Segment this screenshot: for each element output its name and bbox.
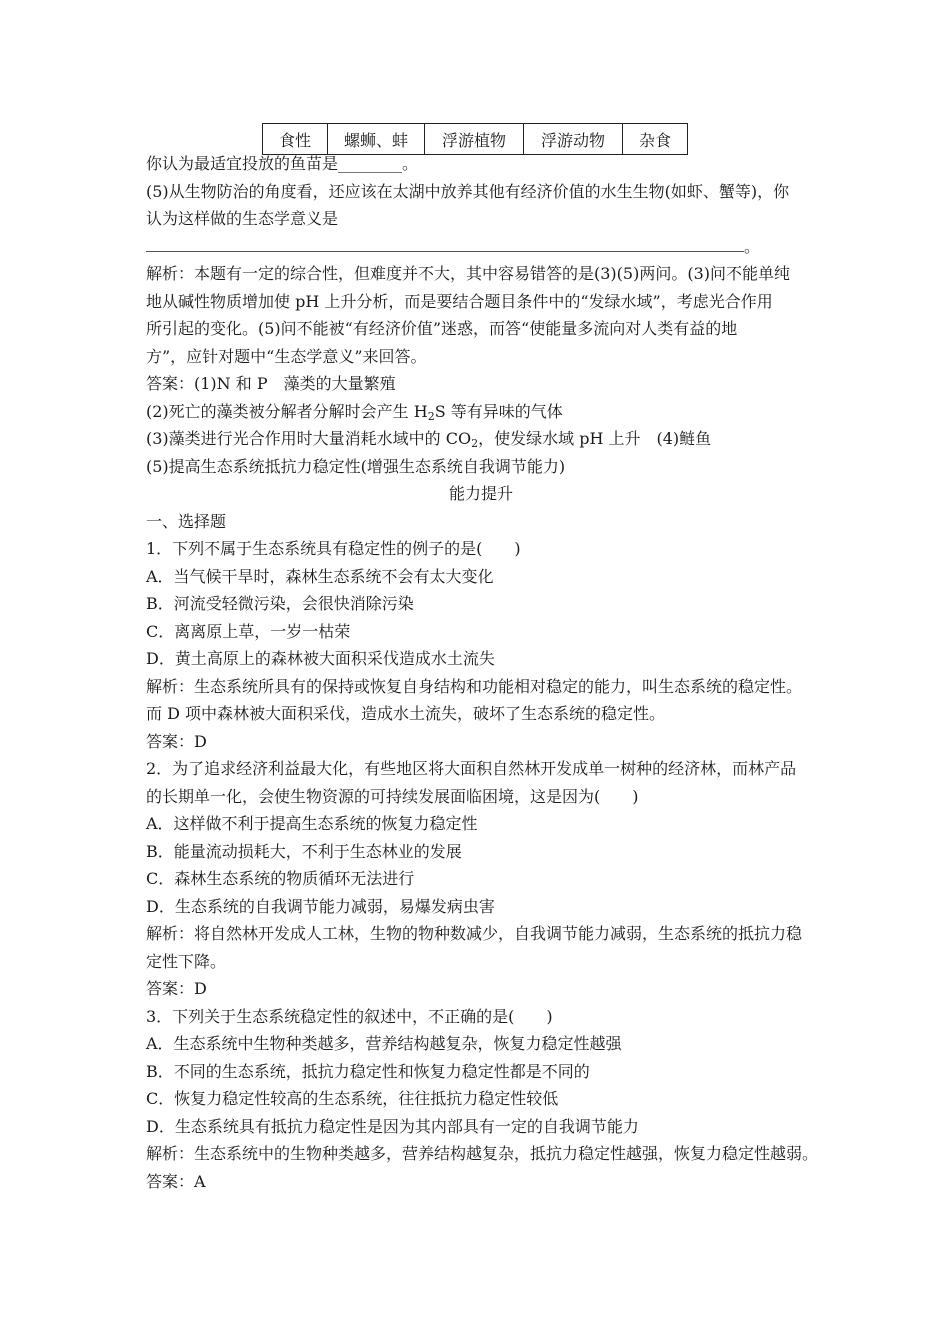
answer-line: 答案：D bbox=[146, 979, 207, 998]
option-a: A．这样做不利于提高生态系统的恢复力稳定性 bbox=[146, 814, 478, 833]
analysis-line: 解析：本题有一定的综合性，但难度并不大，其中容易错答的是(3)(5)两问。(3)问不能单纯 bbox=[146, 264, 790, 283]
question-2 bbox=[146, 755, 816, 1003]
option-d: D．生态系统具有抵抗力稳定性是因为其内部具有一定的自我调节能力 bbox=[146, 1116, 639, 1136]
question-3 bbox=[146, 1003, 819, 1196]
answer-2-subscript: 2 bbox=[427, 409, 435, 423]
q4-answer-line bbox=[146, 150, 816, 178]
q4-suffix: 。 bbox=[402, 154, 419, 173]
answer-2-post: S 等有异味的气体 bbox=[434, 401, 563, 421]
answer-line-1: 答案：(1)N 和 P 藻类的大量繁殖 bbox=[146, 374, 396, 393]
q4-prefix: 你认为最适宜投放的鱼苗是 bbox=[146, 154, 339, 173]
table-cell: 浮游动物 bbox=[524, 124, 623, 155]
answer-3-post: ，使发绿水域 pH 上升 (4)鲢鱼 bbox=[478, 429, 712, 448]
table-cell: 杂食 bbox=[623, 124, 688, 155]
option-b: B．河流受轻微污染，会很快消除污染 bbox=[146, 594, 414, 613]
option-a: A．当气候干旱时，森林生态系统不会有太大变化 bbox=[146, 566, 494, 586]
q5-line-2: 认为这样做的生态学意义是 bbox=[146, 209, 339, 228]
analysis-line: 定性下降。 bbox=[146, 951, 227, 971]
table-cell: 浮游植物 bbox=[425, 124, 524, 155]
answer-line: 答案：A bbox=[146, 1171, 206, 1191]
question-1 bbox=[146, 535, 816, 755]
analysis-line: 而 D 项中森林被大面积采伐，造成水土流失，破坏了生态系统的稳定性。 bbox=[146, 704, 666, 723]
subsection-heading: 一、选择题 bbox=[146, 511, 227, 531]
option-b: B．能量流动损耗大，不利于生态林业的发展 bbox=[146, 841, 462, 861]
question-stem: 的长期单一化，会使生物资源的可持续发展面临困境，这是因为( ) bbox=[146, 786, 639, 806]
analysis-line: 地从碱性物质增加使 pH 上升分析，而是要结合题目条件中的“发绿水域”，考虑光合作用 bbox=[146, 291, 773, 311]
section-title: 能力提升 bbox=[448, 484, 513, 503]
answer-line: 答案：D bbox=[146, 731, 207, 751]
analysis-line: 解析：生态系统所具有的保持或恢复自身结构和功能相对稳定的能力，叫生态系统的稳定性。 bbox=[146, 676, 803, 696]
q5-answer-blank bbox=[146, 235, 744, 252]
option-c: C．森林生态系统的物质循环无法进行 bbox=[146, 869, 415, 888]
table-cell: 螺蛳、蚌 bbox=[328, 124, 425, 155]
option-a: A．生态系统中生物种类越多，营养结构越复杂，恢复力稳定性越强 bbox=[146, 1034, 622, 1053]
document-body bbox=[146, 150, 819, 1195]
option-c: C．恢复力稳定性较高的生态系统，往往抵抗力稳定性较低 bbox=[146, 1089, 559, 1108]
option-d: D．黄土高原上的森林被大面积采伐造成水土流失 bbox=[146, 649, 495, 668]
option-c: C．离离原上草，一岁一枯荣 bbox=[146, 621, 351, 641]
option-d: D．生态系统的自我调节能力减弱，易爆发病虫害 bbox=[146, 896, 495, 916]
analysis-line: 所引起的变化。(5)问不能被“有经济价值”迷惑，而答“使能量多流向对人类有益的地 bbox=[146, 319, 738, 338]
answer-line-3 bbox=[146, 425, 816, 453]
q5-end-mark: 。 bbox=[744, 236, 761, 256]
answer-line-5: (5)提高生态系统抵抗力稳定性(增强生态系统自我调节能力) bbox=[146, 456, 566, 476]
question-stem: 2．为了追求经济利益最大化，有些地区将大面积自然林开发成单一树种的经济林，而林产品 bbox=[146, 759, 797, 778]
option-b: B．不同的生态系统，抵抗力稳定性和恢复力稳定性都是不同的 bbox=[146, 1061, 590, 1081]
answer-3-pre: (3)藻类进行光合作用时大量消耗水域中的 CO bbox=[146, 429, 472, 448]
answer-line-2 bbox=[146, 398, 816, 426]
q5-blank-line bbox=[146, 233, 816, 261]
question-stem: 3．下列关于生态系统稳定性的叙述中，不正确的是( ) bbox=[146, 1006, 553, 1026]
answer-3-subscript: 2 bbox=[471, 437, 479, 450]
q4-blank: ________ bbox=[338, 154, 403, 173]
table-cell: 食性 bbox=[263, 124, 328, 155]
answer-2-pre: (2)死亡的藻类被分解者分解时会产生 H bbox=[146, 401, 428, 421]
q5-line-1: (5)从生物防治的角度看，还应该在太湖中放养其他有经济价值的水生生物(如虾、蟹等)，你 bbox=[146, 181, 790, 201]
analysis-line: 方”，应针对题中“生态学意义”来回答。 bbox=[146, 346, 427, 366]
analysis-line: 解析：生态系统中的生物种类越多，营养结构越复杂，抵抗力稳定性越强，恢复力稳定性越弱。 bbox=[146, 1144, 819, 1163]
question-stem: 1．下列不属于生态系统具有稳定性的例子的是( ) bbox=[146, 539, 521, 558]
analysis-line: 解析：将自然林开发成人工林，生物的物种数减少，自我调节能力减弱，生态系统的抵抗力稳 bbox=[146, 924, 803, 943]
